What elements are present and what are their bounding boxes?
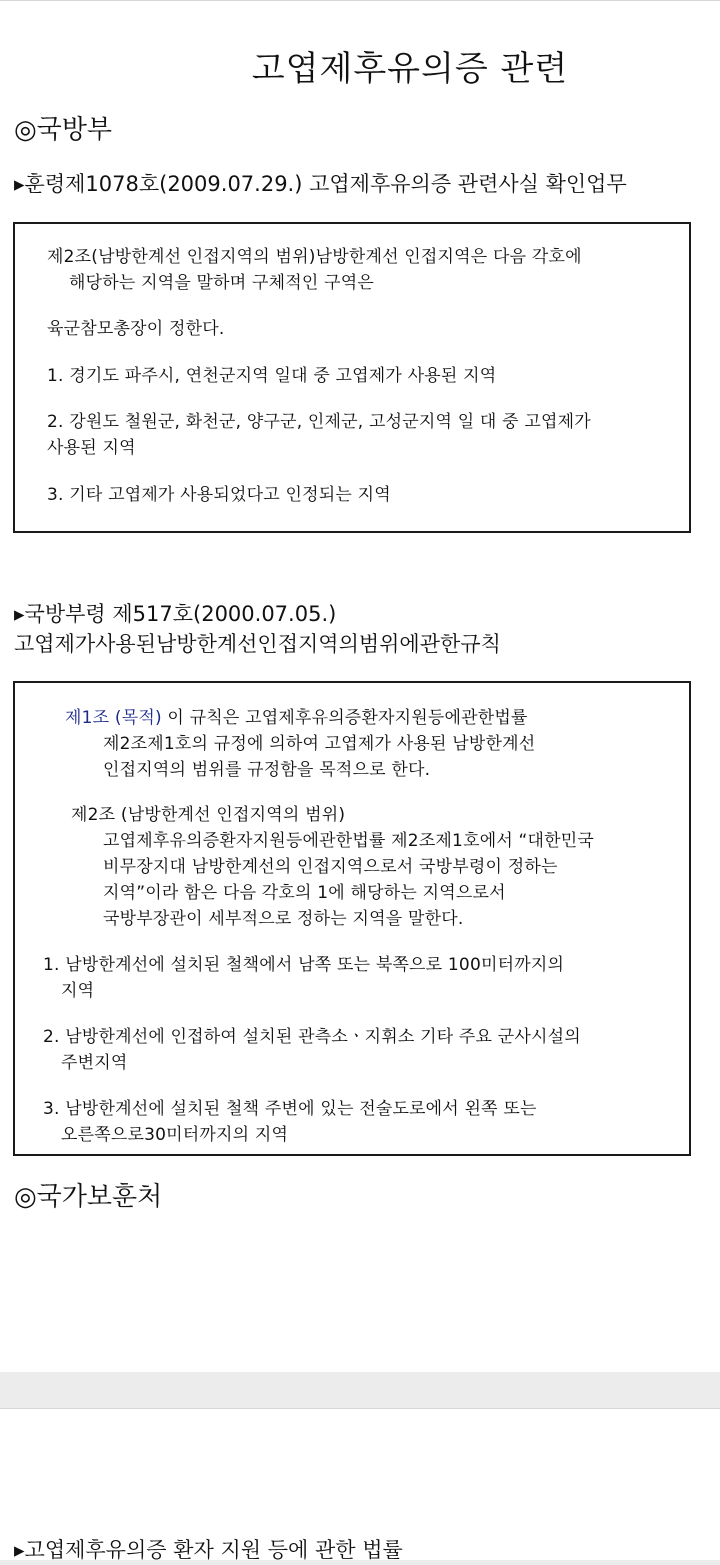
- article-1-label: 제1조 (목적): [65, 708, 162, 728]
- article-2-line-3: 지역”이라 함은 다음 각호의 1에 해당하는 지역으로서: [103, 883, 506, 903]
- item-1: 1. 경기도 파주시, 연천군지역 일대 중 고엽제가 사용된 지역: [47, 366, 497, 386]
- article-2-line-1: 제2조(남방한계선 인접지역의 범위)남방한계선 인접지역은 다음 각호에: [47, 247, 582, 267]
- page-title: 고엽제후유의증 관련: [251, 49, 569, 89]
- item-3: 3. 기타 고엽제가 사용되었다고 인정되는 지역: [47, 485, 391, 505]
- item-2-line-1: 2. 강원도 철원군, 화천군, 양구군, 인제군, 고성군지역 일 대 중 고엽제가: [47, 412, 591, 432]
- section-heading-mnd: ◎국방부: [14, 115, 113, 145]
- item-1-line-2: 지역: [61, 981, 95, 1001]
- item-2-line-2: 사용된 지역: [47, 438, 136, 458]
- article-1-line-2: 제2조제1호의 규정에 의하여 고엽제가 사용된 남방한계선: [103, 734, 536, 754]
- article-2-line-3: 육군참모총장이 정한다.: [47, 319, 225, 339]
- law-heading: ▸고엽제후유의증 환자 지원 등에 관한 법률: [14, 1538, 403, 1562]
- item-1-line-1: 1. 남방한계선에 설치된 철책에서 남쪽 또는 북쪽으로 100미터까지의: [43, 955, 565, 975]
- article-1-line-1-text: 이 규칙은 고엽제후유의증환자지원등에관한법률: [161, 708, 528, 728]
- article-2-line-2: 비무장지대 남방한계선의 인접지역으로서 국방부령이 정하는: [103, 857, 558, 877]
- article-2-line-2: 해당하는 지역을 말하며 구체적인 구역은: [69, 273, 374, 293]
- ordinance-heading-line-2: 고엽제가사용된남방한계선인접지역의범위에관한규칙: [14, 632, 501, 656]
- directive-heading: ▸훈령제1078호(2009.07.29.) 고엽제후유의증 관련사실 확인업무: [14, 172, 627, 196]
- item-2-line-1: 2. 남방한계선에 인접하여 설치된 관측소ㆍ지휘소 기타 주요 군사시설의: [43, 1027, 581, 1047]
- ordinance-heading-line-1: ▸국방부령 제517호(2000.07.05.): [14, 602, 337, 626]
- directive-excerpt-box: [13, 222, 691, 533]
- article-2-line-4: 국방부장관이 세부적으로 정하는 지역을 말한다.: [103, 909, 464, 929]
- section-heading-mpva: ◎국가보훈처: [14, 1182, 163, 1212]
- article-1-line-3: 인접지역의 범위를 규정함을 목적으로 한다.: [103, 760, 431, 780]
- item-3-line-1: 3. 남방한계선에 설치된 철책 주변에 있는 전술도로에서 왼쪽 또는: [43, 1099, 537, 1119]
- article-2-line-1: 고엽제후유의증환자지원등에관한법률 제2조제1호에서 “대한민국: [103, 831, 595, 851]
- ordinance-excerpt-box: [13, 681, 691, 1156]
- article-1-line-1: [65, 706, 528, 730]
- article-2-heading: 제2조 (남방한계선 인접지역의 범위): [71, 805, 346, 825]
- document-page-2: [0, 1408, 720, 1560]
- item-3-line-2: 오른쪽으로30미터까지의 지역: [61, 1125, 289, 1145]
- item-2-line-2: 주변지역: [61, 1053, 128, 1073]
